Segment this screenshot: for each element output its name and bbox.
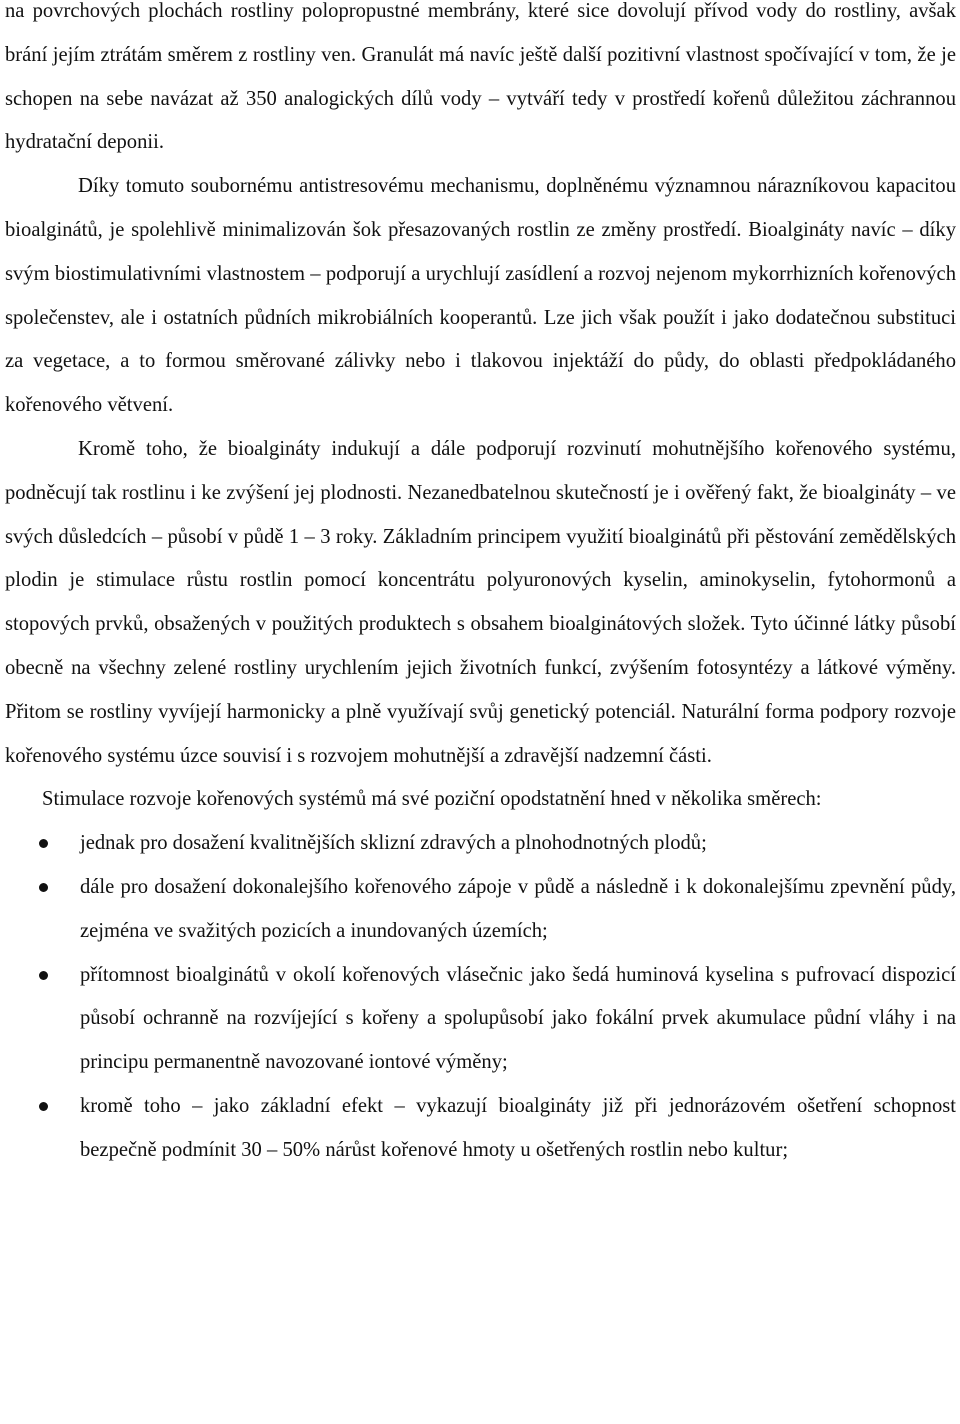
list-item-text: dále pro dosažení dokonalejšího kořenového zápoje v půdě a následně i k dokonalejšímu zpevnění půdy, zejména ve svažitých pozicích a inundovaných územích; — [80, 875, 956, 942]
list-item — [5, 866, 956, 954]
list-item — [5, 954, 956, 1085]
list-item-text: kromě toho – jako základní efekt – vykazují bioalgináty již při jednorázovém ošetření schopnost bezpečně podmínit 30 – 50% nárůst kořenové hmoty u ošetřených rostlin nebo kultur; — [80, 1094, 956, 1161]
document-page — [5, 0, 956, 1173]
paragraph-root-system: Kromě toho, že bioalgináty indukují a dále podporují rozvinutí mohutnějšího kořenového systému, podněcují tak rostlinu i ke zvýšení jej plodnosti. Nezanedbatelnou skutečností je i ověřený fakt, že bioalgináty – ve svých důsledcích – působí v půdě 1 – 3 roky. Základním principem využití bioalginátů při pěstování zemědělských plodin je stimulace růstu rostlin pomocí koncentrátu polyuronových kyselin, aminokyselin, fytohormonů a stopových prvků, obsažených v použitých produktech s obsahem bioalginátových složek. Tyto účinné látky působí obecně na všechny zelené rostliny urychlením jejich životních funkcí, zvýšením fotosyntézy a látkové výměny. Přitom se rostliny vyvíjejí harmonicky a plně využívají svůj genetický potenciál. Naturální forma podpory rozvoje kořenového systému úzce souvisí i s rozvojem mohutnější a zdravější nadzemní části. — [5, 437, 956, 767]
paragraph-antistress: Díky tomuto soubornému antistresovému mechanismu, doplněnému významnou nárazníkovou kapacitou bioalginátů, je spolehlivě minimalizován šok přesazovaných rostlin ze změny prostředí. Bioalgináty navíc – díky svým biostimulativními vlastnostem – podporují a urychlují zasídlení a rozvoj nejenom mykorrhizních kořenových společenstev, ale i ostatních půdních mikrobiálních kooperantů. Lze jich však použít i jako dodatečnou substituci za vegetace, a to formou směrované zálivky nebo i tlakovou injektáží do půdy, do oblasti předpokládaného kořenového větvení. — [5, 175, 956, 417]
bullet-list — [5, 822, 956, 1172]
bullet-dot-icon — [39, 839, 48, 848]
paragraph-stimulation: Stimulace rozvoje kořenových systémů má své poziční opodstatnění hned v několika směrech: — [42, 788, 822, 811]
list-item — [5, 822, 956, 866]
list-item — [5, 1085, 956, 1173]
list-item-text: jednak pro dosažení kvalitnějších sklizní zdravých a plnohodnotných plodů; — [80, 832, 707, 855]
bullet-dot-icon — [39, 883, 48, 892]
list-item-text: přítomnost bioalginátů v okolí kořenových vlásečnic jako šedá huminová kyselina s pufrovací dispozicí působí ochranně na rozvíjející s kořeny a spolupůsobí jako fokální prvek akumulace půdní vláhy i na principu permanentně navozované iontové výměny; — [80, 963, 956, 1074]
bullet-dot-icon — [39, 1102, 48, 1111]
bullet-dot-icon — [39, 971, 48, 980]
paragraph-membrane: na povrchových plochách rostliny polopropustné membrány, které sice dovolují přívod vody do rostliny, avšak brání jejím ztrátám směrem z rostliny ven. Granulát má navíc ještě další pozitivní vlastnost spočívající v tom, že je schopen na sebe navázat až 350 analogických dílů vody – vytváří tedy v prostředí kořenů důležitou záchrannou hydratační deponii. — [5, 0, 956, 154]
